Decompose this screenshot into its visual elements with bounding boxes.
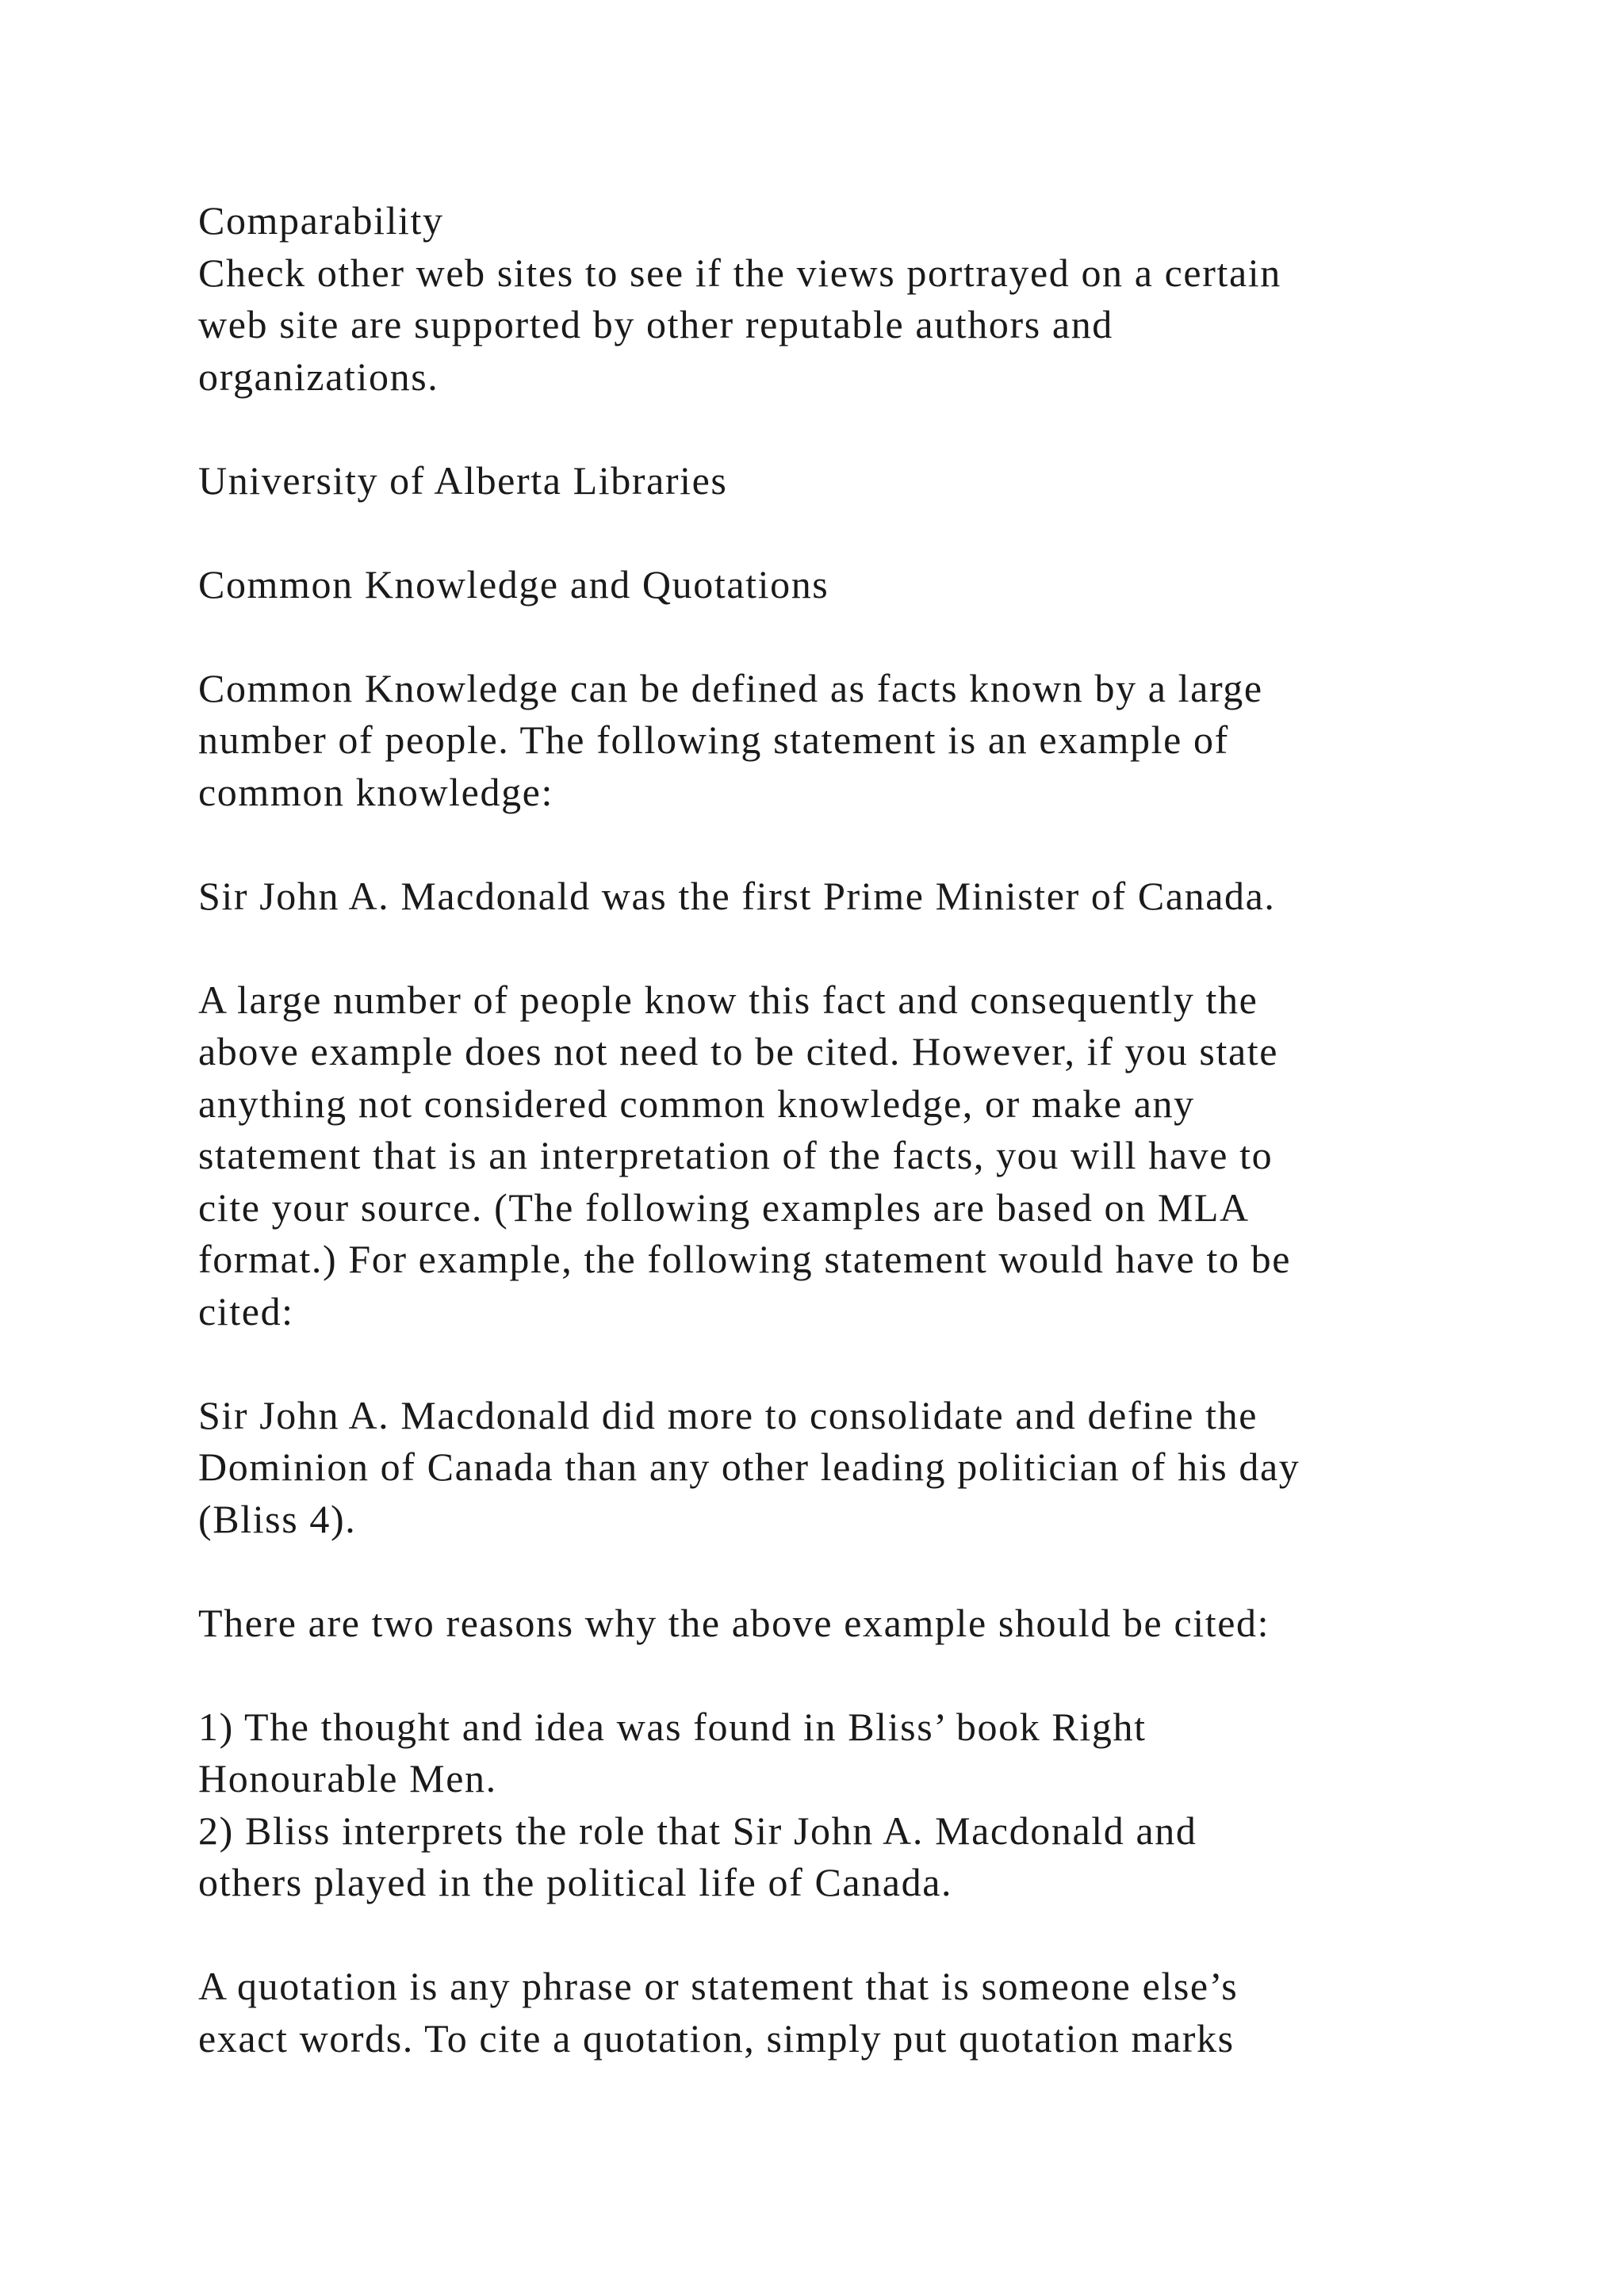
list-item: others played in the political life of Canada. xyxy=(198,1860,953,1904)
text-line: format.) For example, the following statement would have to be xyxy=(198,1237,1292,1281)
text-line: cite your source. (The following examples are based on MLA xyxy=(198,1184,1250,1230)
blank-line xyxy=(198,922,1499,974)
section-heading-comparability: Comparability xyxy=(198,198,444,243)
blank-line xyxy=(198,1909,1499,1961)
blank-line xyxy=(198,403,1499,455)
text-line: common knowledge: xyxy=(198,769,553,814)
example-statement: Sir John A. Macdonald was the first Prime Minister of Canada. xyxy=(198,873,1276,918)
blank-line xyxy=(198,818,1499,871)
text-line: anything not considered common knowledge, or make any xyxy=(198,1081,1195,1126)
blank-line xyxy=(198,1545,1499,1598)
text-line: exact words. To cite a quotation, simply put quotation marks xyxy=(198,2015,1235,2061)
text-line: There are two reasons why the above example should be cited: xyxy=(198,1600,1270,1645)
section-heading-common-knowledge: Common Knowledge and Quotations xyxy=(198,561,829,607)
example-statement: Dominion of Canada than any other leading politician of his day xyxy=(198,1445,1300,1489)
text-line: number of people. The following statement is an example of xyxy=(198,718,1229,762)
text-line: organizations. xyxy=(198,354,439,399)
text-line: Check other web sites to see if the views portrayed on a certain xyxy=(198,250,1281,295)
blank-line xyxy=(198,1337,1499,1390)
text-line: A quotation is any phrase or statement that is someone else’s xyxy=(198,1964,1239,2008)
text-line: above example does not need to be cited. However, if you state xyxy=(198,1029,1279,1073)
blank-line xyxy=(198,610,1499,663)
blank-line xyxy=(198,1649,1499,1701)
blank-line xyxy=(198,507,1499,559)
list-item: 2) Bliss interprets the role that Sir John A. Macdonald and xyxy=(198,1808,1197,1853)
text-line: cited: xyxy=(198,1288,294,1334)
example-statement: (Bliss 4). xyxy=(198,1496,357,1541)
list-item: 1) The thought and idea was found in Bliss’ book Right xyxy=(198,1704,1147,1749)
document-body xyxy=(198,195,1499,2064)
text-line: web site are supported by other reputable authors and xyxy=(198,302,1113,346)
text-line: A large number of people know this fact and consequently the xyxy=(198,977,1258,1022)
list-item: Honourable Men. xyxy=(198,1756,497,1800)
source-attribution: University of Alberta Libraries xyxy=(198,457,728,503)
text-line: statement that is an interpretation of the facts, you will have to xyxy=(198,1133,1274,1177)
text-line: Common Knowledge can be defined as facts known by a large xyxy=(198,665,1263,710)
example-statement: Sir John A. Macdonald did more to consolidate and define the xyxy=(198,1392,1258,1437)
